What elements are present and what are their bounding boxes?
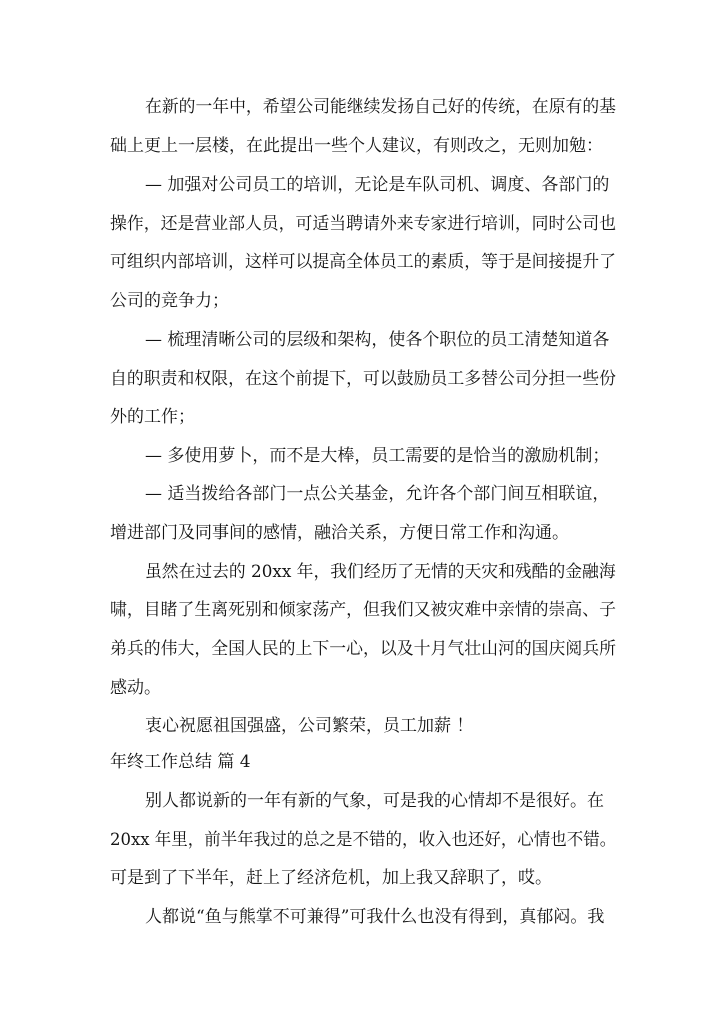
paragraph-line: 操作，还是营业部人员，可适当聘请外来专家进行培训，同时公司也 [110, 214, 617, 234]
paragraph-line: 虽然在过去的 20xx 年，我们经历了无情的天灾和残酷的金融海 [145, 562, 616, 582]
paragraph-line: 公司的竞争力； [110, 291, 229, 311]
section-heading: 年终工作总结 篇 4 [110, 752, 251, 772]
paragraph-line: 在新的一年中，希望公司能继续发扬自己好的传统，在原有的基 [145, 97, 617, 117]
paragraph-line: — 适当拨给各部门一点公关基金，允许各个部门间互相联谊， [145, 484, 610, 504]
paragraph-line: 可组织内部培训，这样可以提高全体员工的素质，等于是间接提升了 [110, 252, 617, 272]
paragraph-line: — 多使用萝卜，而不是大棒，员工需要的是恰当的激励机制； [145, 446, 610, 466]
paragraph-line: 自的职责和权限，在这个前提下，可以鼓励员工多替公司分担一些份 [110, 369, 617, 389]
paragraph-line: 可是到了下半年，赶上了经济危机，加上我又辞职了，哎。 [110, 868, 552, 888]
paragraph-line: — 梳理清晰公司的层级和架构，使各个职位的员工清楚知道各 [145, 330, 610, 350]
paragraph-line: 外的工作； [110, 407, 195, 427]
paragraph-line: 衷心祝愿祖国强盛，公司繁荣，员工加薪 ！ [145, 716, 474, 736]
paragraph-line: — 加强对公司员工的培训，无论是车队司机、调度、各部门的 [145, 175, 610, 195]
paragraph-line: 增进部门及同事间的感情，融洽关系，方便日常工作和沟通。 [110, 523, 569, 543]
paragraph-line: 啸，目睹了生离死别和倾家荡产，但我们又被灾难中亲情的崇高、子 [110, 600, 617, 620]
paragraph-line: 弟兵的伟大，全国人民的上下一心，以及十月气壮山河的国庆阅兵所 [110, 639, 617, 659]
paragraph-line: 20xx 年里，前半年我过的总之是不错的，收入也还好，心情也不错。 [110, 830, 617, 850]
paragraph-line: 础上更上一层楼，在此提出一些个人建议，有则改之，无则加勉： [110, 136, 603, 156]
paragraph-line: 别人都说新的一年有新的气象，可是我的心情却不是很好。在 [145, 791, 604, 811]
paragraph-line: 感动。 [110, 678, 161, 698]
paragraph-line: 人都说“鱼与熊掌不可兼得”可我什么也没有得到，真郁闷。我 [145, 907, 605, 927]
